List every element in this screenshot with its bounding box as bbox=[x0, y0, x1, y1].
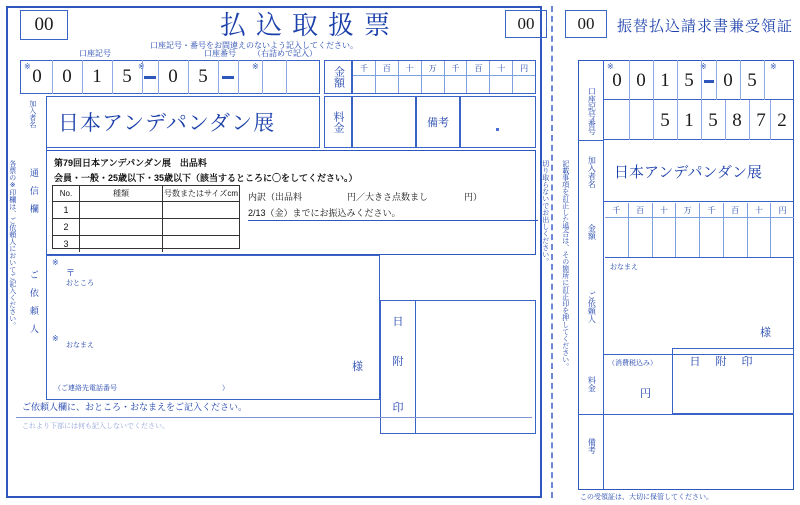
label-fee bbox=[324, 96, 352, 148]
footer-note-1: ご依頼人欄に、おところ・おなまえをご記入ください。 bbox=[22, 402, 248, 412]
right-sender-sama: 様 bbox=[760, 327, 771, 339]
right-onamae-label: おなまえ bbox=[610, 264, 638, 271]
r2-div-1 bbox=[629, 100, 630, 140]
amount-cell-0[interactable] bbox=[353, 76, 376, 93]
account-cell-div-3 bbox=[112, 60, 113, 94]
right-title: 振替払込請求書兼受領証 bbox=[616, 18, 793, 35]
account-cell-div-9 bbox=[262, 60, 263, 94]
left-col-divider bbox=[46, 96, 47, 400]
entry-table bbox=[52, 185, 240, 249]
vertical-irainin: ご 依 頼 人 bbox=[28, 270, 39, 333]
right-amount-cell-0[interactable] bbox=[605, 218, 629, 257]
address-input[interactable] bbox=[66, 290, 366, 326]
amount-unit-7: 円 bbox=[520, 63, 529, 73]
code-left-value: 00 bbox=[34, 14, 54, 35]
right-amount-cell-3[interactable] bbox=[676, 218, 700, 257]
sender-star-2: ※ bbox=[52, 334, 59, 343]
right-amount-unit-3: 万 bbox=[676, 203, 700, 218]
r2-div-6 bbox=[749, 100, 750, 140]
account-cell-div-2 bbox=[82, 60, 83, 94]
entry-row-label-3: 3 bbox=[53, 236, 80, 252]
amount-unit-0: 千 bbox=[353, 61, 376, 75]
amount-unit-5: 百 bbox=[467, 61, 490, 75]
amount-cell-1[interactable] bbox=[376, 76, 399, 93]
r-div-3 bbox=[677, 60, 678, 100]
account-digit-1: 0 bbox=[62, 66, 72, 87]
r2-div-2 bbox=[653, 100, 654, 140]
entry-row-size-3[interactable] bbox=[163, 236, 239, 252]
amount-cell-6[interactable] bbox=[490, 76, 513, 93]
tear-line bbox=[551, 6, 553, 498]
vertical-kanyuusha: 加入者名 bbox=[28, 100, 36, 128]
account-sep-2 bbox=[222, 76, 234, 79]
entry-line2: 会員・一般・25歳以下・35歳以下（該当するところに〇をしてください。） bbox=[54, 173, 358, 183]
label-kouza-kigou: 口座記号 bbox=[79, 48, 111, 58]
amount-cell-3[interactable] bbox=[422, 76, 445, 93]
r2-div-7 bbox=[770, 100, 771, 140]
remarks-dot bbox=[496, 128, 499, 131]
phone-note: （ご連絡先電話番号 ） bbox=[54, 385, 229, 392]
zip-mark: 〒 bbox=[66, 268, 76, 278]
entry-table-header-0: No. bbox=[53, 186, 80, 201]
right-date-char-2: 印 bbox=[741, 356, 753, 368]
main-title: 払込取扱票 bbox=[219, 10, 400, 40]
right-amount-unit-2: 十 bbox=[653, 203, 677, 218]
entry-table-header-2: 号数またはサイズcm bbox=[163, 189, 239, 198]
vertical-tsuushin: 通 信 欄 bbox=[28, 168, 39, 213]
amount-unit-2: 十 bbox=[399, 61, 422, 75]
right-sender-label: ご依頼人 bbox=[587, 291, 597, 323]
account-cell-div-10 bbox=[286, 60, 287, 94]
right-amount-label: 金額 bbox=[587, 224, 597, 240]
amount-unit-6: 十 bbox=[490, 61, 513, 75]
right-remarks-input[interactable] bbox=[604, 414, 794, 490]
right-org-name: 日本アンデパンダン展 bbox=[614, 164, 763, 181]
amount-unit-4: 千 bbox=[445, 61, 468, 75]
label-remarks-text: 備考 bbox=[427, 117, 449, 129]
name-input[interactable] bbox=[66, 352, 326, 376]
star-mark-c: ※ bbox=[252, 62, 259, 71]
entry-row-size-2[interactable] bbox=[163, 219, 239, 235]
right-sender-input[interactable] bbox=[606, 274, 786, 332]
right-account-digit-2: 1 bbox=[660, 70, 670, 91]
right-amount-cell-4[interactable] bbox=[700, 218, 724, 257]
label-amount bbox=[324, 60, 352, 94]
right-date-char-0: 日 bbox=[689, 356, 701, 368]
right-number-digit-3: 8 bbox=[732, 110, 742, 131]
right-remarks-label: 備考 bbox=[587, 438, 597, 454]
account-cell-div-8 bbox=[238, 60, 239, 94]
entry-row-type-3[interactable] bbox=[80, 236, 163, 252]
vertical-correct-note: 記載事項を訂正した場合は、その箇所に訂正印を押してください。 bbox=[561, 160, 569, 370]
amount-units bbox=[353, 61, 535, 75]
sender-star-1: ※ bbox=[52, 258, 59, 267]
r2-div-5 bbox=[725, 100, 726, 140]
right-number-digit-4: 7 bbox=[756, 110, 766, 131]
right-date-char-1: 附 bbox=[715, 356, 727, 368]
sender-sama: 様 bbox=[352, 361, 363, 373]
right-amount-unit-0: 千 bbox=[605, 203, 629, 218]
account-cell-div-5 bbox=[158, 60, 159, 94]
label-remarks bbox=[416, 96, 460, 148]
vertical-cut-note: 切り取らないでお出しください。 bbox=[541, 160, 549, 265]
entry-row-label-2: 2 bbox=[53, 219, 80, 235]
right-amount-unit-1: 百 bbox=[629, 203, 653, 218]
right-star-b: ※ bbox=[700, 62, 707, 71]
remarks-input-box[interactable] bbox=[460, 96, 536, 148]
right-amount-unit-4: 千 bbox=[700, 203, 724, 218]
entry-title: 第79回日本アンデパンダン展 出品料 bbox=[54, 158, 207, 168]
footer-divider bbox=[16, 417, 532, 418]
date-stamp-char-0: 日 bbox=[392, 316, 404, 328]
sender-block bbox=[46, 255, 380, 400]
account-digit-0: 0 bbox=[32, 66, 42, 87]
account-cell-div-4 bbox=[142, 60, 143, 94]
label-fee-text: 料金 bbox=[332, 111, 345, 133]
entry-row-size-1[interactable] bbox=[163, 202, 239, 218]
right-account-digit-3: 5 bbox=[684, 70, 694, 91]
right-account-digit-1: 0 bbox=[636, 70, 646, 91]
right-number-digit-2: 5 bbox=[708, 110, 718, 131]
account-cell-div-6 bbox=[188, 60, 189, 94]
right-amount-cell-2[interactable] bbox=[653, 218, 677, 257]
entry-row-type-2[interactable] bbox=[80, 219, 163, 235]
right-fee-label: 料金 bbox=[587, 376, 597, 392]
right-account-sep bbox=[704, 80, 714, 83]
account-cell-div-1 bbox=[52, 60, 53, 94]
amount-cell-4[interactable] bbox=[445, 76, 468, 93]
date-stamp-char-2: 印 bbox=[392, 402, 404, 414]
label-amount-text: 金額 bbox=[332, 66, 345, 88]
r2-div-4 bbox=[701, 100, 702, 140]
right-account-digit-4: 0 bbox=[723, 70, 733, 91]
right-star-c: ※ bbox=[770, 62, 777, 71]
right-amount-unit-6: 十 bbox=[748, 203, 772, 218]
right-amount-cells[interactable] bbox=[605, 218, 794, 258]
right-amount-cell-7[interactable] bbox=[771, 218, 794, 257]
entry-table-header-1: 種類 bbox=[80, 186, 163, 201]
deadline-text: 2/13（金）までにお振込みください。 bbox=[248, 206, 538, 221]
right-number-digit-1: 1 bbox=[684, 110, 694, 131]
amount-entry-cells[interactable] bbox=[353, 75, 535, 93]
r-div-5 bbox=[716, 60, 717, 100]
star-mark-b: ※ bbox=[138, 62, 145, 71]
account-digit-5: 5 bbox=[198, 66, 208, 87]
entry-row-type-1[interactable] bbox=[80, 202, 163, 218]
r-div-2 bbox=[653, 60, 654, 100]
org-name: 日本アンデパンダン展 bbox=[58, 111, 276, 135]
r-div-4 bbox=[701, 60, 702, 100]
right-amount-unit-7: 円 bbox=[778, 206, 787, 215]
amount-unit-3: 万 bbox=[422, 61, 445, 75]
label-otokoro: おところ bbox=[66, 280, 94, 287]
right-number-digit-5: 2 bbox=[777, 110, 787, 131]
right-amount-units bbox=[605, 203, 794, 218]
r-div-1 bbox=[629, 60, 630, 100]
label-kouza-bangou: 口座番号 bbox=[204, 48, 236, 58]
r-div-6 bbox=[740, 60, 741, 100]
amount-cell-5[interactable] bbox=[467, 76, 490, 93]
right-kanyuu-label: 加入者名 bbox=[587, 156, 597, 188]
right-kouza-label: 口座記号番号 bbox=[587, 87, 597, 135]
right-yen: 円 bbox=[640, 388, 651, 400]
right-amount-cell-1[interactable] bbox=[629, 218, 653, 257]
top-note: 口座記号・番号をお間違えのないよう記入してください。 bbox=[150, 41, 358, 50]
fee-input-box[interactable] bbox=[352, 96, 416, 148]
amount-cell-7[interactable] bbox=[513, 76, 535, 93]
amount-cell-2[interactable] bbox=[399, 76, 422, 93]
r-div-7 bbox=[764, 60, 765, 100]
star-mark-a: ※ bbox=[24, 62, 31, 71]
right-number-digit-0: 5 bbox=[660, 110, 670, 131]
right-account-digit-5: 5 bbox=[747, 70, 757, 91]
breakdown-text: 内訳（出品料 円／大きさ点数まし 円） bbox=[248, 192, 483, 202]
amount-unit-1: 百 bbox=[376, 61, 399, 75]
footer-note-2: これより下部には何も記入しないでください。 bbox=[22, 423, 169, 430]
right-tax-note: （消費税込み） bbox=[608, 360, 657, 367]
date-stamp-char-1: 附 bbox=[392, 356, 404, 368]
right-amount-cell-6[interactable] bbox=[748, 218, 772, 257]
code-right-value: 00 bbox=[577, 14, 595, 33]
account-digit-4: 0 bbox=[168, 66, 178, 87]
vertical-instruction: 各票の※印欄は、ご依頼人においてご記入ください。 bbox=[8, 160, 16, 329]
label-right-fill: （右詰めで記入） bbox=[253, 48, 317, 58]
code-mid-value: 00 bbox=[517, 14, 535, 33]
right-amount-unit-5: 百 bbox=[724, 203, 748, 218]
account-cell-div-7 bbox=[218, 60, 219, 94]
entry-row-label-1: 1 bbox=[53, 202, 80, 218]
right-footer-note: この受領証は、大切に保管してください。 bbox=[580, 494, 713, 501]
account-digit-3: 5 bbox=[122, 66, 132, 87]
label-onamae: おなまえ bbox=[66, 342, 94, 349]
r2-div-3 bbox=[677, 100, 678, 140]
right-amount-cell-5[interactable] bbox=[724, 218, 748, 257]
right-account-digit-0: 0 bbox=[612, 70, 622, 91]
account-sep-1 bbox=[144, 76, 156, 79]
right-star-a: ※ bbox=[607, 62, 614, 71]
account-digit-2: 1 bbox=[92, 66, 102, 87]
